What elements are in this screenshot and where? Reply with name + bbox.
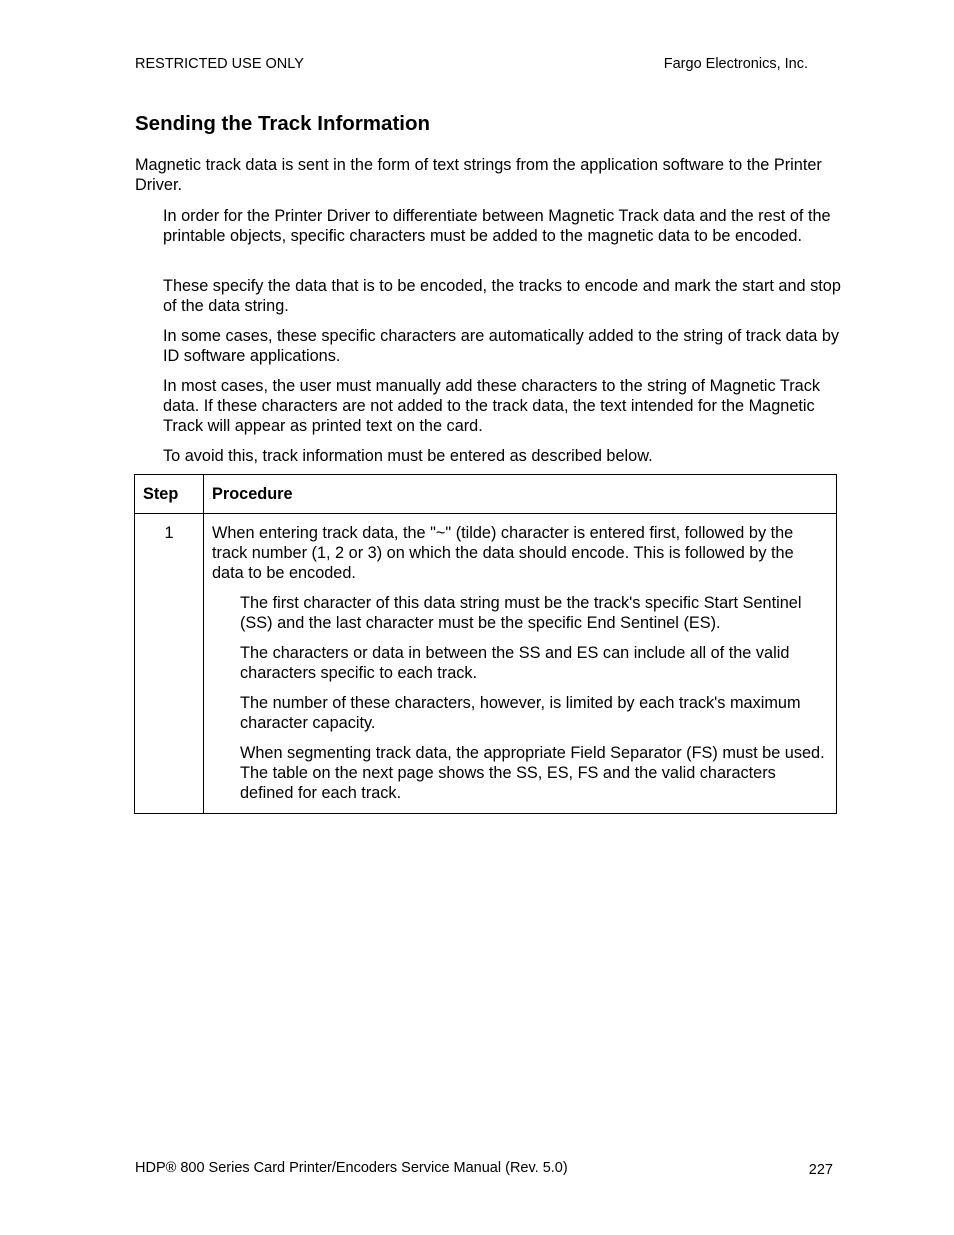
column-header-step: Step <box>135 475 204 514</box>
section-title: Sending the Track Information <box>135 112 431 135</box>
procedure-sub-text-4: When segmenting track data, the appropriate Field Separator (FS) must be used. The table on the next page shows the SS, ES, FS and the valid characters defined for each track. <box>240 744 825 802</box>
procedure-sub-text-1: The first character of this data string must be the track's specific Start Sentinel (SS) and the last character must be the specific End Sentinel (ES). <box>240 594 802 632</box>
procedure-cell <box>204 514 837 814</box>
intro-paragraph: Magnetic track data is sent in the form of text strings from the application software to the Printer Driver. <box>135 156 822 194</box>
paragraph-5: To avoid this, track information must be entered as described below. <box>163 447 653 465</box>
column-header-procedure: Procedure <box>204 475 837 514</box>
paragraph-2: These specify the data that is to be encoded, the tracks to encode and mark the start and stop of the data string. <box>163 277 841 315</box>
paragraph-3: In some cases, these specific characters are automatically added to the string of track data by ID software applications. <box>163 327 840 365</box>
table-row <box>135 514 837 814</box>
step-number: 1 <box>135 514 204 814</box>
page-number: 227 <box>808 1162 833 1178</box>
procedure-sub-text-3: The number of these characters, however, is limited by each track's maximum character capacity. <box>240 694 801 732</box>
procedure-table <box>134 474 837 814</box>
procedure-sub-text-2: The characters or data in between the SS and ES can include all of the valid characters specific to each track. <box>240 644 790 682</box>
paragraph-4: In most cases, the user must manually add these characters to the string of Magnetic Track data. If these characters are not added to the track data, the text intended for the Magnetic Track will appear as printed text on the card. <box>163 377 820 435</box>
footer-manual-title: HDP® 800 Series Card Printer/Encoders Service Manual (Rev. 5.0) <box>135 1160 568 1176</box>
header-left: RESTRICTED USE ONLY <box>135 56 304 72</box>
header-right: Fargo Electronics, Inc. <box>663 56 808 72</box>
paragraph-1: In order for the Printer Driver to differentiate between Magnetic Track data and the rest of the printable objects, specific characters must be added to the magnetic data to be encoded. <box>163 207 831 245</box>
table-header-row <box>135 475 837 514</box>
procedure-main-text: When entering track data, the "~" (tilde) character is entered first, followed by the track number (1, 2 or 3) on which the data should encode. This is followed by the data to be encoded. <box>212 524 794 582</box>
